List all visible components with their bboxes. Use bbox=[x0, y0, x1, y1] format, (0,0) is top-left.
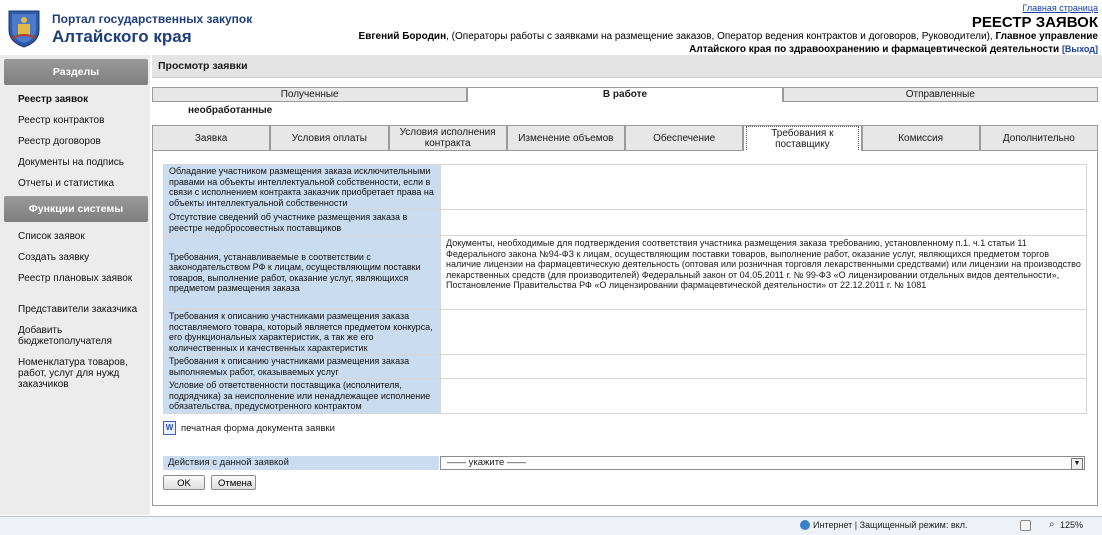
word-document-icon: W bbox=[163, 421, 176, 435]
security-zone-text: Интернет | Защищенный режим: вкл. bbox=[813, 520, 968, 530]
requirements-table bbox=[163, 164, 1087, 414]
tab-volume-changes[interactable] bbox=[507, 125, 625, 151]
sidebar-item-contracts-registry[interactable]: Реестр контрактов bbox=[18, 115, 105, 126]
tab-label: Комиссия bbox=[898, 132, 944, 144]
sidebar-item-agreements-registry[interactable]: Реестр договоров bbox=[18, 136, 101, 147]
sidebar-item-requests-registry[interactable]: Реестр заявок bbox=[18, 94, 89, 105]
row-label: Отсутствие сведений об участнике размещения заказа в реестре недобросовестных поставщиков bbox=[164, 210, 441, 236]
protected-mode-icon[interactable] bbox=[1020, 520, 1031, 531]
action-row bbox=[163, 456, 1085, 470]
ok-button[interactable]: OK bbox=[163, 475, 205, 490]
tab-commission[interactable] bbox=[862, 125, 980, 151]
row-value bbox=[441, 165, 1087, 210]
zoom-icon[interactable]: ⌕ bbox=[1049, 519, 1055, 530]
table-row bbox=[164, 310, 1087, 355]
row-label: Требования, устанавливаемые в соответствии с законодательством РФ к лицам, осуществляющим поставки товаров, выполнение работ, оказание услуг, являющихся предметом размещения заказа bbox=[164, 236, 441, 310]
main-content bbox=[152, 55, 1102, 515]
globe-icon bbox=[800, 520, 810, 530]
page-title: РЕЕСТР ЗАЯВОК bbox=[971, 14, 1098, 31]
row-value bbox=[441, 310, 1087, 355]
user-organization: Главное управление Алтайского края по здравоохранению и фармацевтической деятельности bbox=[689, 31, 1098, 55]
tab-label: Изменение объемов bbox=[518, 132, 614, 144]
tab-security[interactable] bbox=[625, 125, 743, 151]
chevron-down-icon[interactable]: ▼ bbox=[1071, 458, 1083, 470]
sidebar-item-reports[interactable]: Отчеты и статистика bbox=[18, 178, 115, 189]
row-label: Условие об ответственности поставщика (исполнителя, подрядчика) за неисполнение или ненадлежащее исполнение обязательства, предусмотренного контрактом bbox=[164, 379, 441, 414]
logout-link[interactable]: [Выход] bbox=[1061, 44, 1098, 54]
action-select-value: —— укажите —— bbox=[447, 457, 526, 468]
table-row bbox=[164, 165, 1087, 210]
tab-request[interactable] bbox=[152, 125, 270, 151]
content-title: Просмотр заявки bbox=[152, 55, 1102, 78]
sub-status-label: необработанные bbox=[188, 105, 273, 116]
user-roles: , (Операторы работы с заявками на размещение заказов, Оператор ведения контрактов и договоров, Руководители), bbox=[446, 31, 993, 42]
row-value bbox=[441, 210, 1087, 236]
user-info bbox=[328, 31, 1098, 56]
tab-supplier-requirements[interactable] bbox=[743, 125, 861, 151]
portal-region: Алтайского края bbox=[52, 27, 192, 46]
sidebar-item-customer-reps[interactable]: Представители заказчика bbox=[18, 304, 138, 315]
tab-contract-terms[interactable] bbox=[389, 125, 507, 151]
home-link[interactable]: Главная страница bbox=[1022, 3, 1098, 13]
print-form-label: печатная форма документа заявки bbox=[181, 422, 335, 434]
tab-label: Заявка bbox=[194, 132, 228, 144]
sidebar-item-planned-requests[interactable]: Реестр плановых заявок bbox=[18, 273, 133, 284]
tab-label: Обеспечение bbox=[653, 132, 716, 144]
row-label: Требования к описанию участниками размещения заказа выполняемых работ, оказываемых услуг bbox=[164, 355, 441, 379]
tab-sent[interactable]: Отправленные bbox=[783, 87, 1098, 102]
table-row bbox=[164, 355, 1087, 379]
zoom-level[interactable]: 125% bbox=[1060, 520, 1084, 530]
sidebar bbox=[0, 55, 150, 515]
browser-statusbar bbox=[0, 516, 1102, 535]
table-row bbox=[164, 236, 1087, 310]
table-row bbox=[164, 379, 1087, 414]
sidebar-item-requests-list[interactable]: Список заявок bbox=[18, 231, 85, 242]
row-label: Требования к описанию участниками размещения заказа поставляемого товара, который является предметом конкурса, его функциональных характеристик, а так же его количественных и качественных характеристик bbox=[164, 310, 441, 355]
tab-label: Требования к поставщику bbox=[746, 126, 858, 152]
header bbox=[0, 0, 1102, 55]
tab-label: Дополнительно bbox=[1002, 132, 1075, 144]
tab-additional[interactable] bbox=[980, 125, 1098, 151]
tab-payment-terms[interactable] bbox=[270, 125, 388, 151]
row-label: Обладание участником размещения заказа исключительными правами на объекты интеллектуальной собственности, если в связи с исполнением контракта заказчик приобретает права на объекты интеллектуальной собственности bbox=[164, 165, 441, 210]
portal-title: Портал государственных закупок bbox=[52, 12, 253, 26]
user-name: Евгений Бородин bbox=[358, 31, 447, 42]
coat-of-arms-icon bbox=[6, 8, 42, 48]
supplier-requirements-panel bbox=[152, 151, 1098, 506]
row-value: Документы, необходимые для подтверждения соответствия участника размещения заказа требованию, установленному п.1. ч.1 статьи 11 Федерального закона №94-ФЗ к лицам, осуществляющим поставки товаров, выполнение работ, оказание услуг, являющихся предметом торгов наличие лицензии на фармацевтическую деятельность (оптовая или розничная торговля лекарственными средствами) или лицензии на производство лекарственных средств (для производителей) Федеральный закон от 04.05.2011 г. № 99-ФЗ «О лицензировании отдельных видов деятельности», Постановление Правительства РФ «О лицензировании фармацевтической деятельности» от 22.12.2011 г. № 1081 bbox=[441, 236, 1087, 310]
tab-label: Условия оплаты bbox=[291, 132, 367, 144]
sidebar-section-header: Функции системы bbox=[4, 196, 148, 222]
table-row bbox=[164, 210, 1087, 236]
sidebar-item-documents-to-sign[interactable]: Документы на подпись bbox=[18, 157, 124, 168]
sidebar-item-create-request[interactable]: Создать заявку bbox=[18, 252, 90, 263]
row-value bbox=[441, 379, 1087, 414]
sidebar-section-header: Разделы bbox=[4, 59, 148, 85]
status-tabs bbox=[152, 87, 1098, 102]
sidebar-item-nomenclature[interactable]: Номенклатура товаров, работ, услуг для нужд заказчиков bbox=[18, 357, 128, 390]
row-value bbox=[441, 355, 1087, 379]
action-select[interactable] bbox=[440, 456, 1085, 470]
tab-label: Условия исполнения контракта bbox=[399, 127, 496, 149]
cancel-button[interactable]: Отмена bbox=[211, 475, 256, 490]
print-form-link[interactable] bbox=[163, 421, 335, 435]
detail-tabs bbox=[152, 125, 1098, 151]
tab-received[interactable]: Полученные bbox=[152, 87, 467, 102]
sidebar-item-add-recipient[interactable]: Добавить бюджетополучателя bbox=[18, 325, 112, 347]
action-label: Действия с данной заявкой bbox=[163, 456, 439, 470]
tab-in-progress[interactable]: В работе bbox=[467, 87, 782, 102]
